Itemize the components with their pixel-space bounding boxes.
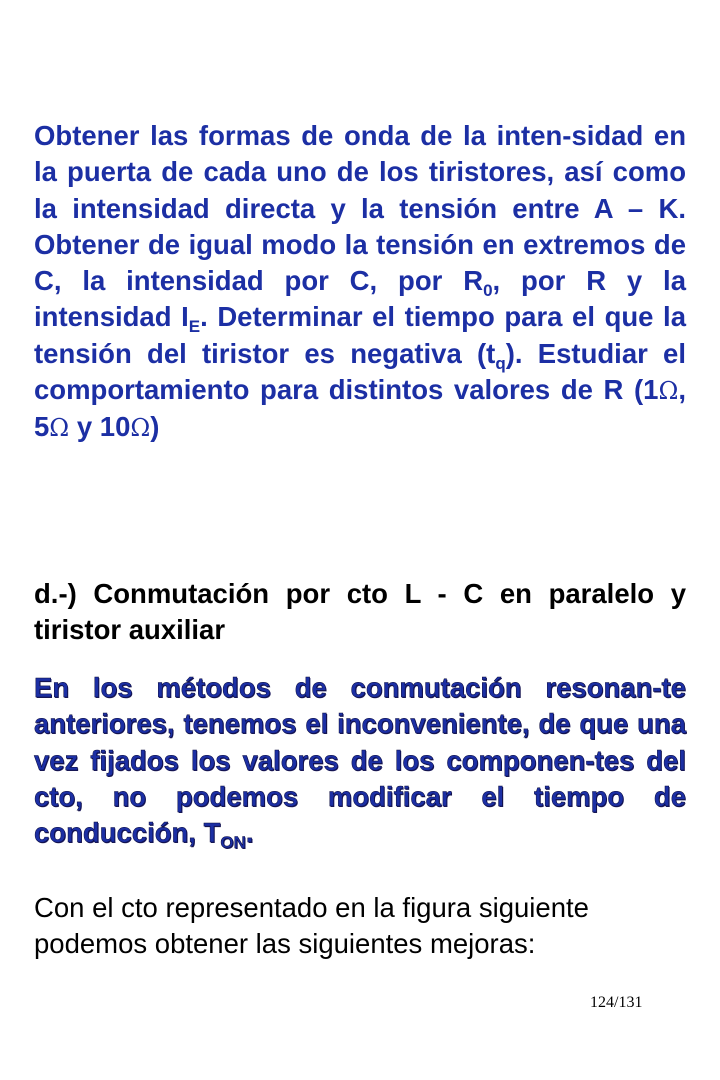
paragraph-text: Obtener las formas de onda de la inten-sidad en la puerta de cada uno de los tiristores, así como la intensidad directa y la tensión entre A – K. Obtener de igual modo la tensión en extremos de C, la intensidad por C, por R: [34, 120, 686, 297]
paragraph-text: . Determinar el tiempo para el que la tensión del tiristor es negativa (t: [34, 301, 686, 369]
exercise-paragraph: [34, 118, 686, 447]
paragraph-text: , 5: [34, 374, 686, 443]
omega-symbol: Ω: [130, 414, 151, 443]
subscript: ON: [220, 833, 246, 853]
paragraph-text: En los métodos de conmutación resonan-te anteriores, tenemos el inconveniente, de que una vez fijados los valores de los componen-tes del cto, no podemos modificar el tiempo de conducción, T: [34, 672, 686, 849]
intro-paragraph: [34, 670, 686, 851]
paragraph-text: ): [150, 411, 160, 443]
omega-symbol: Ω: [658, 377, 679, 406]
paragraph-text: ). Estudiar el comportamiento para distintos valores de R (1: [34, 337, 686, 406]
subscript: 0: [483, 281, 493, 301]
subscript: q: [495, 353, 506, 373]
paragraph-text: .: [245, 817, 254, 849]
subscript: E: [188, 317, 201, 337]
paragraph-text: , por R y la intensidad I: [34, 265, 686, 333]
paragraph-text: y 10: [69, 411, 131, 443]
page-number: 124/131: [590, 994, 643, 1011]
omega-symbol: Ω: [49, 414, 70, 443]
closing-paragraph: Con el cto representado en la figura siguiente podemos obtener las siguientes mejoras:: [34, 892, 589, 960]
section-heading: d.-) Conmutación por cto L - C en paralelo y tiristor auxiliar: [34, 578, 686, 646]
